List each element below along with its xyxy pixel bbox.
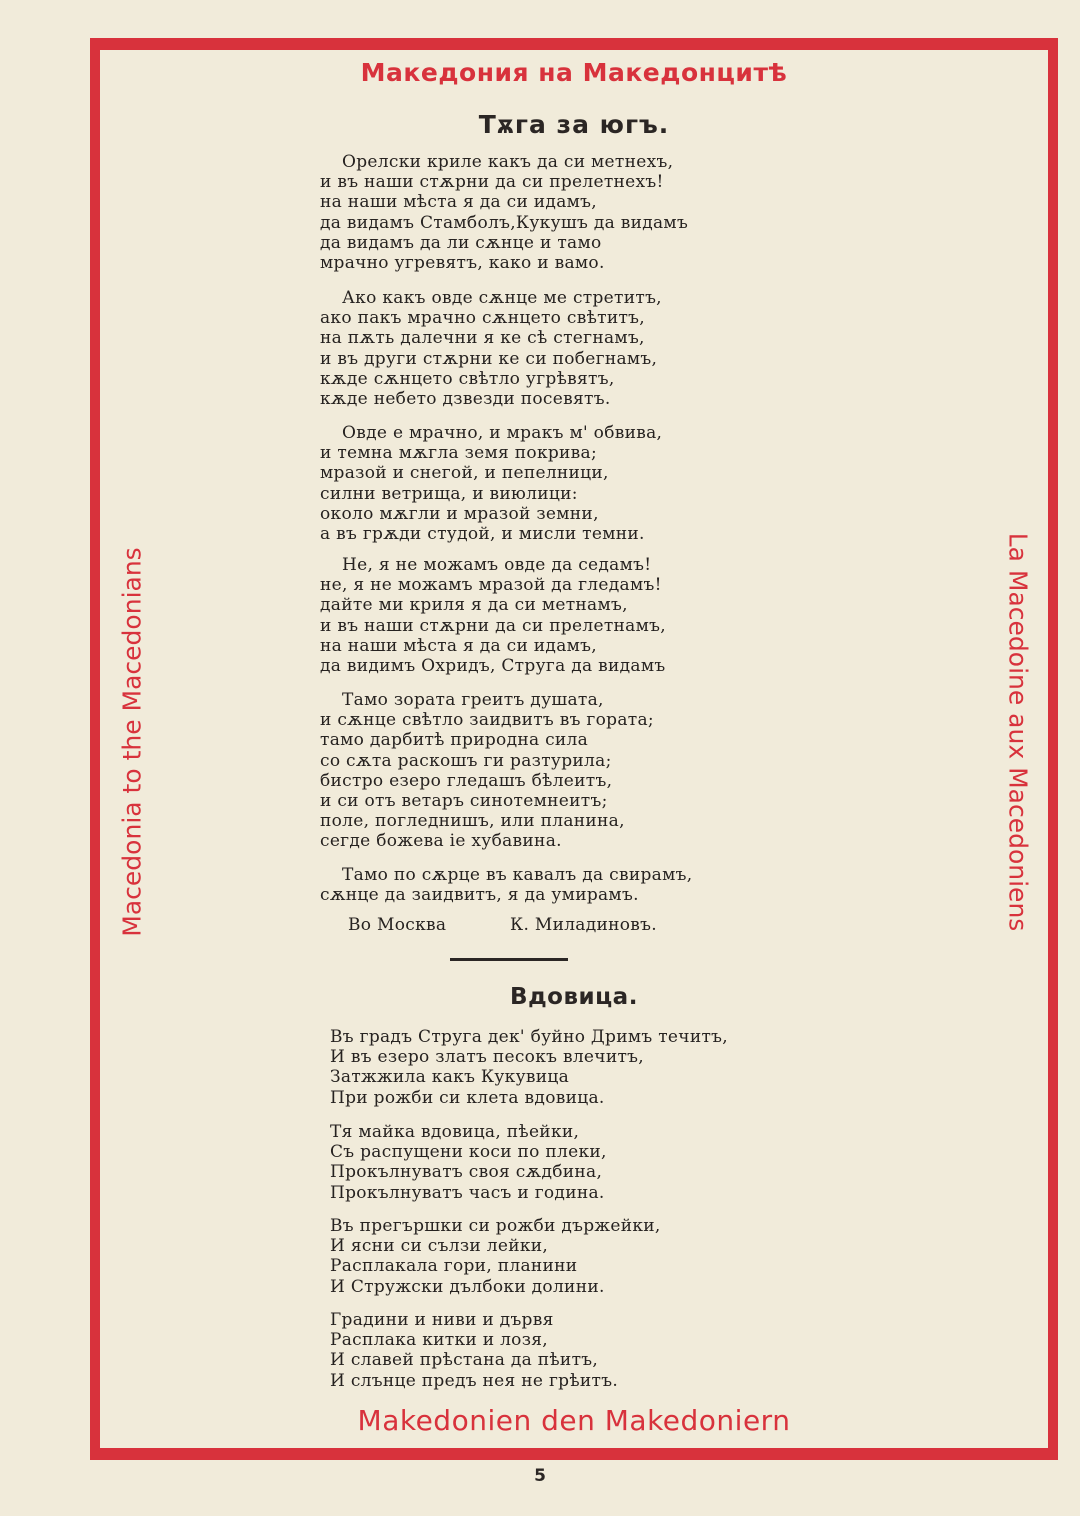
poem-line: При рожби си клета вдовица.: [330, 1087, 605, 1108]
poem-line: И славей прѣстана да пѣитъ,: [330, 1350, 599, 1371]
poem-line: И Стружски дълбоки долини.: [330, 1276, 605, 1297]
poem-line: И слънце предъ нея не грѣитъ.: [330, 1370, 619, 1391]
poem-line: Прокълнуватъ часъ и година.: [330, 1182, 605, 1203]
poem-line: на наши мѣста я да си идамъ,: [320, 192, 597, 213]
poem-line: около мѫгли и мразой земни,: [320, 503, 599, 524]
poem-line: Тамо зората греитъ душата,: [342, 690, 604, 710]
poem-line: Расплака китки и лозя,: [330, 1330, 549, 1351]
poem-line: И ясни си сълзи лейки,: [330, 1236, 549, 1257]
sidebar-right-text: La Macedoine aux Macedoniens: [1003, 532, 1033, 932]
signature-author: К. Миладиновъ.: [510, 915, 657, 935]
signature-place: Во Москва: [348, 915, 447, 935]
poem-line: Затжжила какъ Кукувица: [330, 1067, 570, 1088]
poem1-stanza: [320, 288, 662, 409]
poem-line: сегде божева іе хубавина.: [320, 831, 562, 852]
poem-line: Въ прегършки си рожби държейки,: [330, 1216, 661, 1236]
poem1-stanza: [320, 423, 662, 544]
poem-line: Тя майка вдовица, пѣейки,: [330, 1122, 580, 1142]
poem-line: и си отъ ветаръ синотемнеитъ;: [320, 791, 608, 812]
poem-line: Расплакала гори, планини: [330, 1256, 578, 1277]
poem-line: поле, погледнишъ, или планина,: [320, 811, 625, 832]
poem1-title: Тѫга за югъ.: [478, 110, 670, 139]
poem-line: Тамо по сѫрце въ кавалъ да свирамъ,: [342, 865, 693, 885]
header-title: Македония на Македонцитѣ: [360, 58, 788, 87]
poem-line: и въ наши стѫрни да си прелетнамъ,: [320, 615, 666, 636]
poem-line: и въ наши стѫрни да си прелетнехъ!: [320, 172, 664, 193]
poem-line: дайте ми криля я да си метнамъ,: [320, 595, 628, 616]
footer-title: Makedonien den Makedoniern: [357, 1404, 791, 1437]
poem1-stanza: [320, 865, 692, 905]
poem-line: и въ други стѫрни ке си побегнамъ,: [320, 348, 658, 369]
poem-line: Съ распущени коси по плеки,: [330, 1142, 607, 1163]
poem-line: да видамъ да ли сѫнце и тамо: [320, 232, 602, 253]
poem-line: И въ езеро златъ песокъ влечитъ,: [330, 1047, 644, 1068]
poem-line: со сѫта раскошъ ги разтурила;: [320, 750, 612, 771]
poem-line: и темна мѫгла земя покрива;: [320, 443, 598, 464]
poem2-stanza: [330, 1027, 728, 1108]
poem-line: бистро езеро гледашъ бѣлеитъ,: [320, 770, 613, 791]
red-frame-bottom: [90, 1448, 1058, 1460]
poem-line: Не, я не можамъ овде да седамъ!: [342, 555, 652, 575]
poem-line: кѫде небето дзвезди посевятъ.: [320, 389, 611, 410]
red-frame-right: [1048, 38, 1058, 1460]
poem-line: Ако какъ овде сѫнце ме стретитъ,: [342, 288, 662, 308]
poem-line: на наши мѣста я да си идамъ,: [320, 635, 597, 656]
red-frame-left: [90, 38, 100, 1460]
poem2-stanza: [330, 1310, 618, 1391]
poem-line: мразой и снегой, и пепелници,: [320, 463, 609, 484]
poem2-stanza: [330, 1216, 661, 1297]
section-divider: [450, 958, 568, 961]
poem-line: Градини и ниви и дървя: [330, 1310, 554, 1330]
poem-line: тамо дарбитѣ природна сила: [320, 730, 589, 751]
poem-line: сѫнце да заидвитъ, я да умирамъ.: [320, 885, 639, 906]
poem-line: мрачно угревятъ, како и вамо.: [320, 253, 605, 274]
poem-line: Орелски криле какъ да си метнехъ,: [342, 152, 674, 172]
poem2-stanza: [330, 1122, 607, 1203]
red-frame-top: [90, 38, 1058, 50]
poem1-stanza: [320, 152, 688, 273]
poem1-stanza: [320, 555, 666, 676]
poem-line: не, я не можамъ мразой да гледамъ!: [320, 575, 662, 596]
poem-line: Овде е мрачно, и мракъ м' обвива,: [342, 423, 663, 443]
poem-line: Въ градъ Струга дек' буйно Дримъ течитъ,: [330, 1027, 728, 1047]
poem-line: на пѫть далечни я ке сѣ стегнамъ,: [320, 328, 645, 349]
poem-line: Прокълнуватъ своя сѫдбина,: [330, 1162, 603, 1183]
poem-line: да видамъ Стамболъ,Кукушъ да видамъ: [320, 212, 689, 233]
poem-line: а въ грѫди студой, и мисли темни.: [320, 524, 645, 545]
poem-line: силни ветрища, и виюлици:: [320, 483, 578, 504]
poem1-stanza: [320, 690, 654, 852]
poem-line: ако пакъ мрачно сѫнцето свѣтитъ,: [320, 308, 645, 329]
poem-line: да видимъ Охридъ, Струга да видамъ: [320, 656, 666, 677]
page-number: 5: [534, 1466, 546, 1486]
poem-line: кѫде сѫнцето свѣтло угрѣвятъ,: [320, 368, 615, 389]
sidebar-left-text: Macedonia to the Macedonians: [117, 547, 147, 937]
poem-line: и сѫнце свѣтло заидвитъ въ гората;: [320, 710, 654, 731]
poem2-title: Вдовица.: [510, 984, 638, 1010]
